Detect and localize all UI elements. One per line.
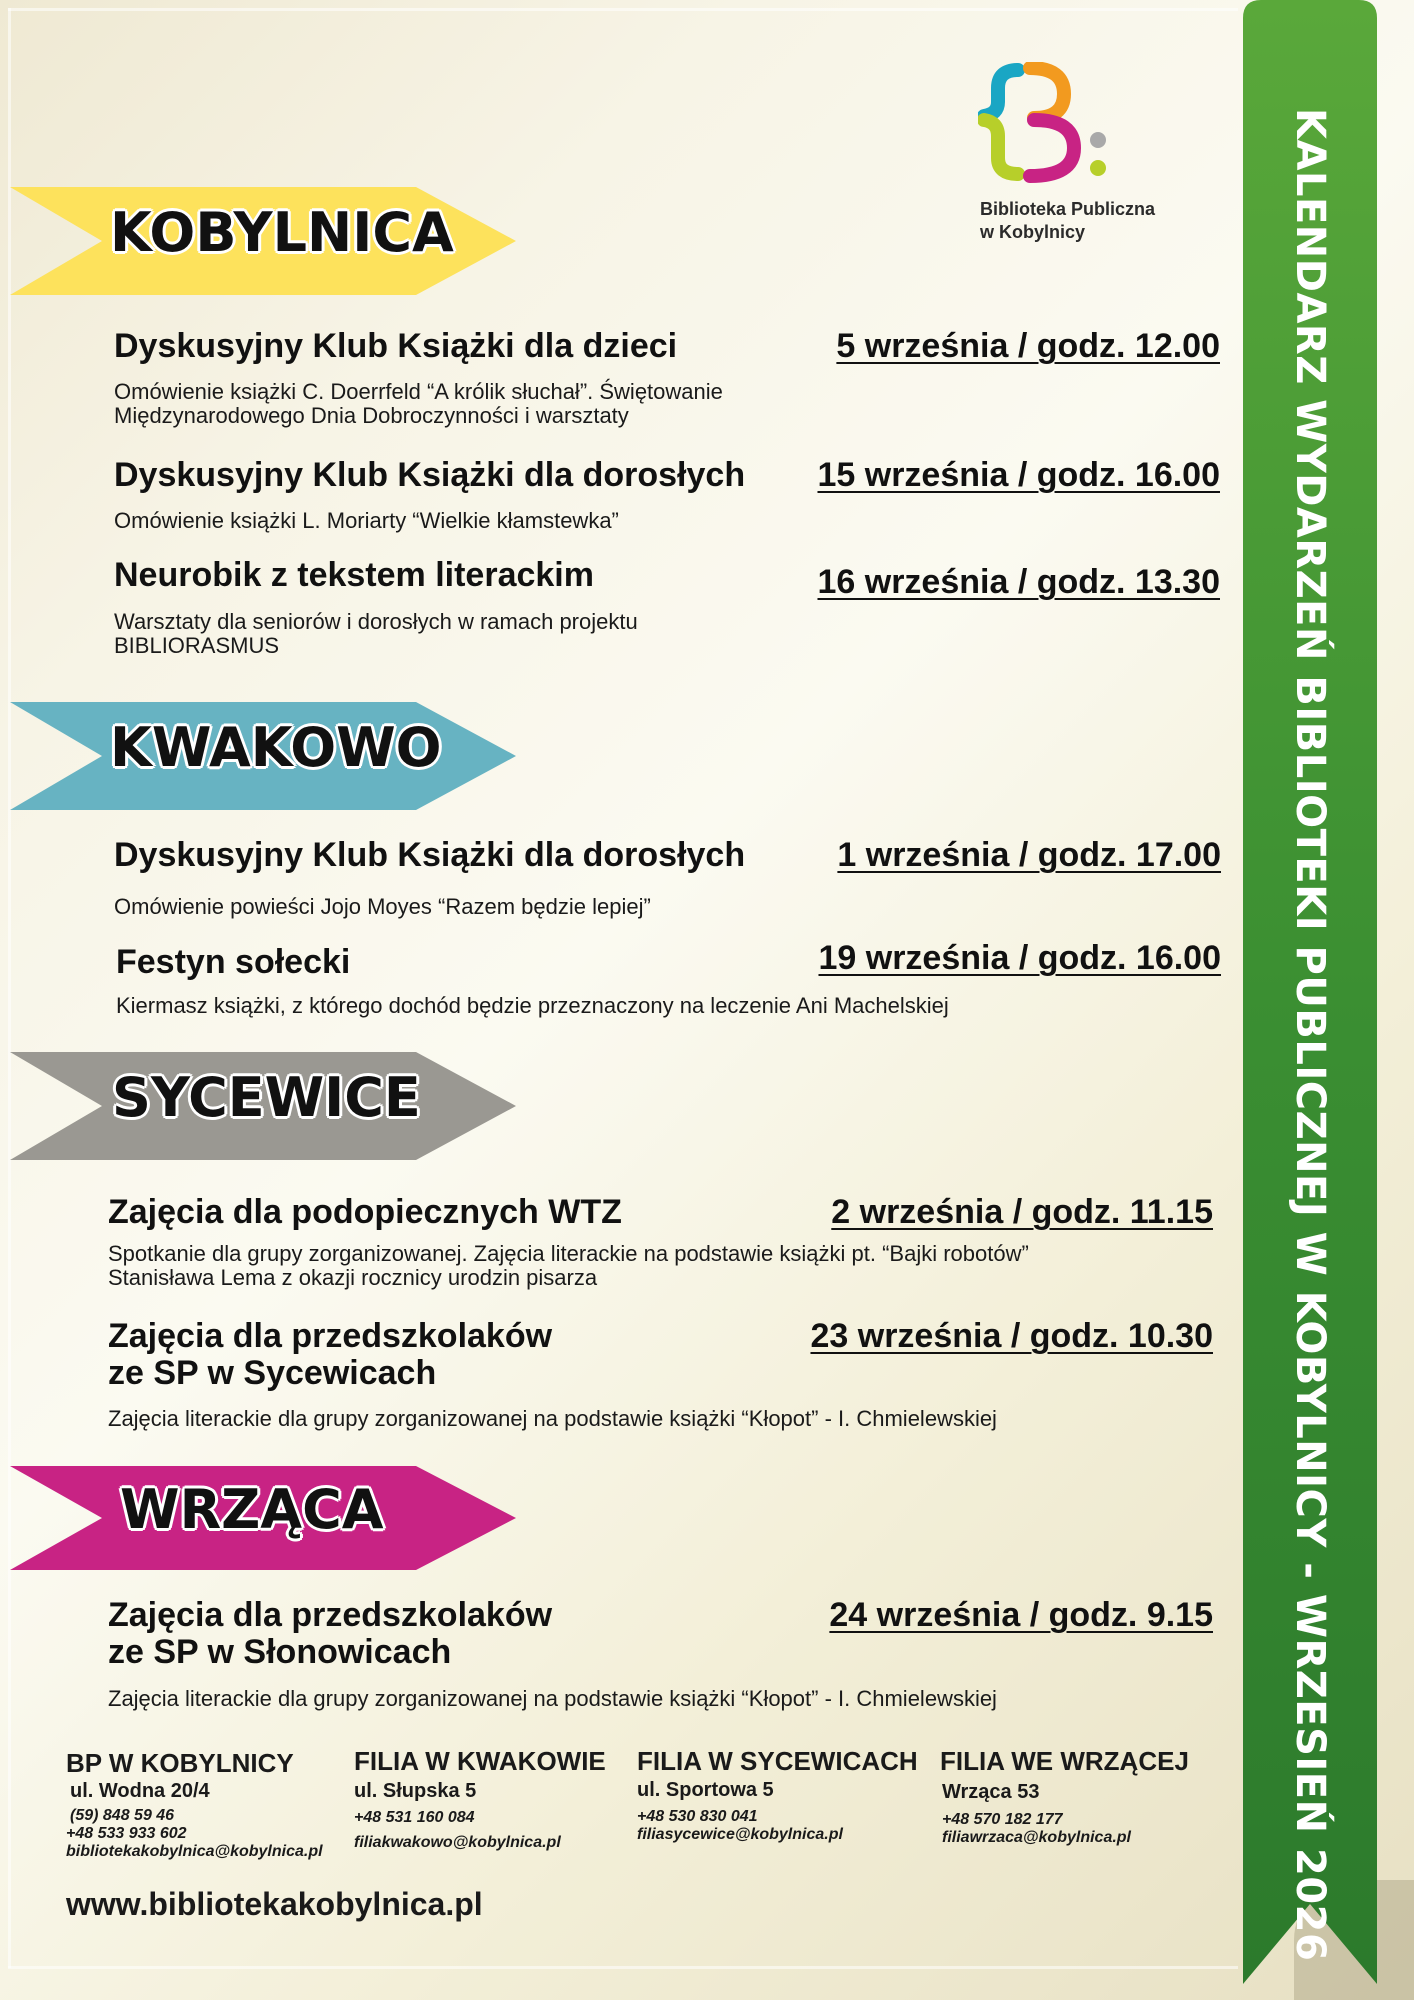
event-date: 2 września / godz. 11.15: [831, 1193, 1213, 1231]
section-title-kwakowo: KWAKOWO: [110, 716, 442, 779]
event-title: Festyn sołecki: [116, 943, 351, 981]
event-description-line: Omówienie książki C. Doerrfeld “A królik słuchał”. Świętowanie: [114, 379, 723, 404]
branch-email[interactable]: filiawrzaca@kobylnica.pl: [942, 1829, 1131, 1846]
website-link[interactable]: www.bibliotekakobylnica.pl: [66, 1886, 483, 1922]
event-description-line: Spotkanie dla grupy zorganizowanej. Zajęcia literackie na podstawie książki pt. “Bajki robotów”: [108, 1241, 1029, 1266]
branch-name: FILIA WE WRZĄCEJ: [940, 1746, 1189, 1776]
branch-address: ul. Słupska 5: [354, 1780, 477, 1802]
branch-email[interactable]: filiasycewice@kobylnica.pl: [637, 1826, 843, 1843]
branch-name: BP W KOBYLNICY: [66, 1748, 294, 1778]
event-description-line: BIBLIORASMUS: [114, 633, 280, 658]
event-description: [114, 610, 638, 658]
event-title: Dyskusyjny Klub Książki dla dorosłych: [114, 456, 746, 494]
section-banner-kwakowo: [10, 702, 516, 810]
event-description: [114, 380, 723, 428]
event-description: [114, 895, 651, 919]
section-title-kobylnica: KOBYLNICA: [110, 201, 454, 264]
event-title-line: Zajęcia dla przedszkolaków: [108, 1317, 553, 1355]
section-title-sycewice: SYCEWICE: [112, 1066, 421, 1129]
event-title: [108, 1318, 552, 1392]
event-description-line: Stanisława Lema z okazji rocznicy urodzin pisarza: [108, 1265, 598, 1290]
frame-line-top: [8, 8, 1238, 11]
branch-name: FILIA W SYCEWICACH: [637, 1746, 918, 1776]
event-title: Neurobik z tekstem literackim: [114, 556, 594, 594]
branch-email[interactable]: filiakwakowo@kobylnica.pl: [354, 1834, 561, 1851]
branch-address: Wrząca 53: [942, 1781, 1040, 1803]
event-title-line: ze SP w Sycewicach: [108, 1354, 437, 1392]
library-name-line2: w Kobylnicy: [980, 222, 1086, 242]
branch-phone: +48 570 182 177: [942, 1811, 1063, 1828]
event-description-line: Omówienie powieści Jojo Moyes “Razem będzie lepiej”: [114, 894, 651, 919]
branch-phone: (59) 848 59 46: [70, 1807, 175, 1824]
event-date: 1 września / godz. 17.00: [837, 836, 1221, 874]
section-title-wrzaca: WRZĄCA: [120, 1478, 384, 1541]
event-title: Dyskusyjny Klub Książki dla dorosłych: [114, 836, 746, 874]
event-description: [114, 509, 619, 533]
event-date: 19 września / godz. 16.00: [818, 939, 1221, 977]
branch-phone: +48 530 830 041: [637, 1808, 758, 1825]
event-description-line: Zajęcia literackie dla grupy zorganizowanej na podstawie książki “Kłopot” - I. Chmielewskiej: [108, 1686, 997, 1711]
frame-line-left: [8, 8, 11, 1968]
library-name-line1: Biblioteka Publiczna: [980, 199, 1156, 219]
event-title-line: Zajęcia dla przedszkolaków: [108, 1596, 553, 1634]
event-description-line: Międzynarodowego Dnia Dobroczynności i warsztaty: [114, 403, 629, 428]
event-description: [116, 994, 949, 1018]
event-date: 16 września / godz. 13.30: [817, 563, 1220, 601]
section-banner-sycewice: [10, 1052, 516, 1160]
event-title: [108, 1597, 552, 1671]
section-banner-kobylnica: [10, 187, 516, 295]
branch-address: ul. Sportowa 5: [637, 1779, 774, 1801]
event-description: [108, 1687, 997, 1711]
event-description-line: Zajęcia literackie dla grupy zorganizowanej na podstawie książki “Kłopot” - I. Chmielewskiej: [108, 1406, 997, 1431]
branch-address: ul. Wodna 20/4: [70, 1780, 210, 1802]
event-title: [108, 1194, 622, 1231]
branch-phone: +48 533 933 602: [66, 1825, 187, 1842]
branch-phone: +48 531 160 084: [354, 1809, 475, 1826]
event-description: [108, 1407, 997, 1431]
library-name: [980, 198, 1155, 244]
event-date: 24 września / godz. 9.15: [829, 1596, 1213, 1634]
event-title: Dyskusyjny Klub Książki dla dzieci: [114, 327, 678, 365]
event-description: [108, 1242, 1029, 1290]
event-date: 15 września / godz. 16.00: [817, 456, 1220, 494]
event-date: 23 września / godz. 10.30: [810, 1317, 1213, 1355]
section-banner-wrzaca: [10, 1466, 516, 1574]
branch-email[interactable]: bibliotekakobylnica@kobylnica.pl: [66, 1843, 323, 1860]
event-title-line: ze SP w Słonowicach: [108, 1633, 452, 1671]
ribbon-title: KALENDARZ WYDARZEŃ BIBLIOTEKI PUBLICZNEJ W KOBYLNICY - WRZESIEŃ 2026: [1287, 108, 1333, 1962]
event-date: 5 września / godz. 12.00: [836, 327, 1220, 365]
event-title-line: Zajęcia dla podopiecznych WTZ: [108, 1193, 622, 1231]
frame-line-bottom: [8, 1966, 1238, 1969]
branch-name: FILIA W KWAKOWIE: [354, 1746, 606, 1776]
event-description-line: Warsztaty dla seniorów i dorosłych w ramach projektu: [114, 609, 638, 634]
event-description-line: Kiermasz książki, z którego dochód będzie przeznaczony na leczenie Ani Machelskiej: [116, 993, 949, 1018]
event-description-line: Omówienie książki L. Moriarty “Wielkie kłamstewka”: [114, 508, 619, 533]
